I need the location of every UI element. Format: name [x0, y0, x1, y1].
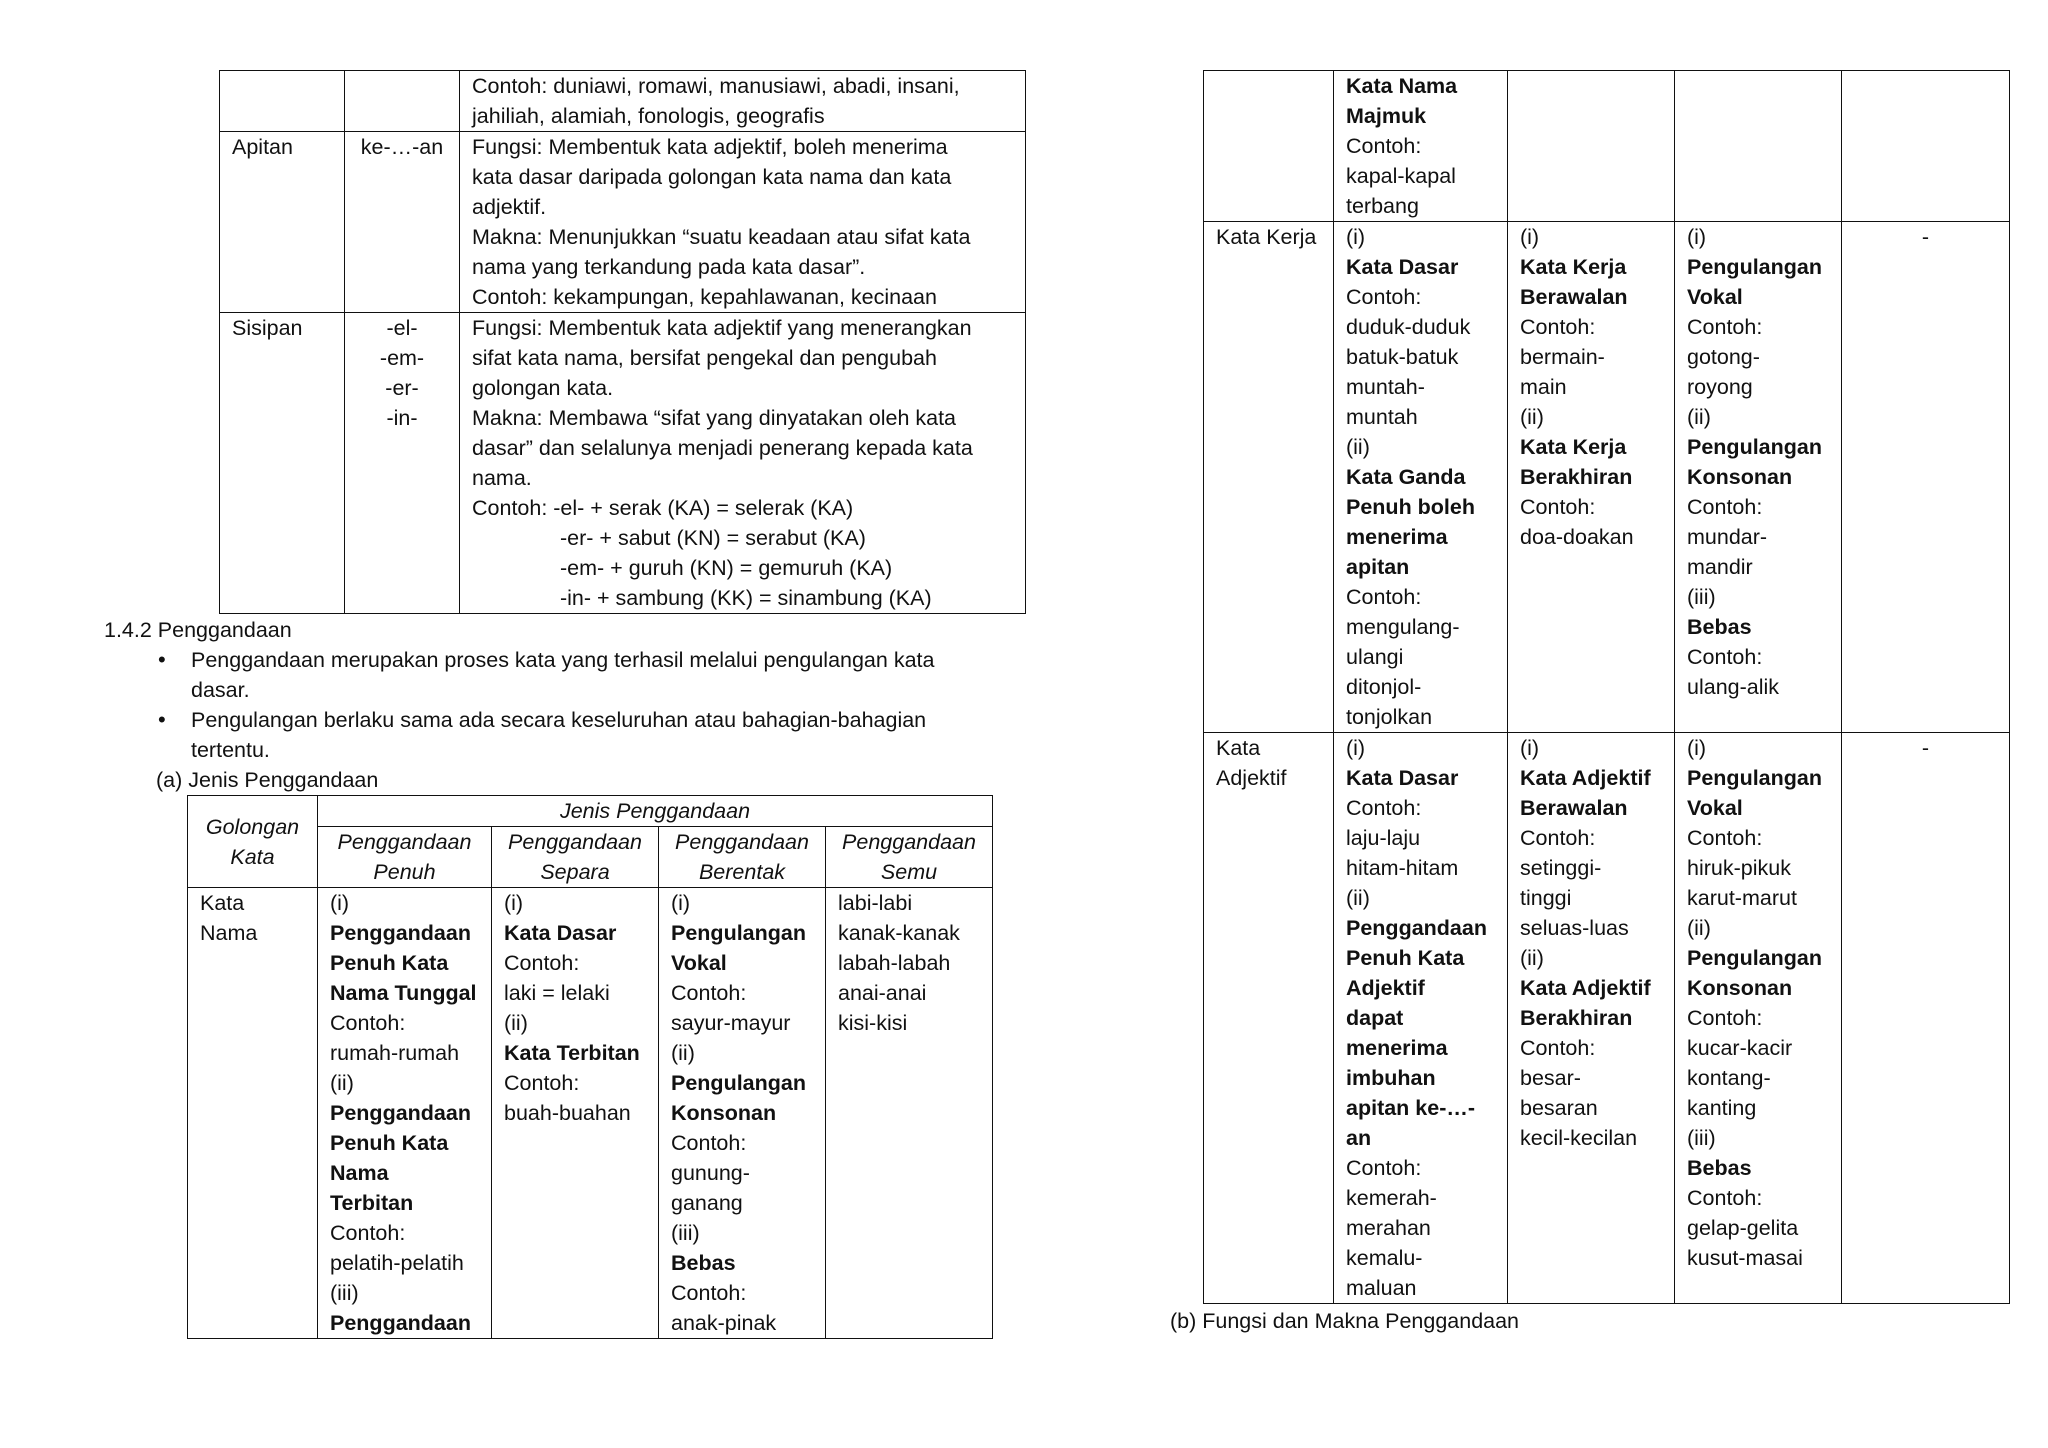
text-line: Kata Ganda [1346, 465, 1466, 489]
text-line: sifat kata nama, bersifat pengekal dan pengubah [472, 346, 937, 370]
text-line: batuk-batuk [1346, 345, 1459, 369]
text-line: Kata Nama [1346, 74, 1458, 98]
text-line: ditonjol- [1346, 675, 1422, 699]
text-line: anak-pinak [671, 1311, 777, 1335]
text-line: ulangi [1346, 645, 1404, 669]
text-line: kecil-kecilan [1520, 1126, 1638, 1150]
text-line: Contoh: -el- + serak (KA) = selerak (KA) [472, 496, 854, 520]
text-line: (i) [1346, 225, 1366, 249]
list-item [156, 705, 1036, 765]
berentak-cell [659, 888, 826, 1339]
header-line: Penggandaan [842, 830, 976, 854]
separa-cell [1508, 222, 1675, 733]
text-line: duduk-duduk [1346, 315, 1471, 339]
text-line: Penuh boleh [1346, 495, 1475, 519]
table-row-kata-kerja [1204, 222, 2010, 733]
text-line: Fungsi: Membentuk kata adjektif, boleh menerima [472, 135, 948, 159]
text-line: (ii) [1687, 405, 1711, 429]
text-line: merahan [1346, 1216, 1431, 1240]
text-line: Contoh: [671, 981, 747, 1005]
text-line: Contoh: [1520, 315, 1596, 339]
text-line: Makna: Menunjukkan “suatu keadaan atau sifat kata [472, 225, 971, 249]
text-line: (ii) [671, 1041, 695, 1065]
berentak-cell [1675, 733, 1842, 1304]
text-line: golongan kata. [472, 376, 614, 400]
text-line: Contoh: [671, 1131, 747, 1155]
golongan-kata-header [188, 796, 318, 888]
imbuhan-line: -el- [386, 316, 418, 340]
text-line: Kata Dasar [504, 921, 617, 945]
list-item [156, 645, 1036, 705]
text-line: Contoh: [1687, 495, 1763, 519]
bullet-list [156, 645, 1036, 765]
penuh-cell [318, 888, 492, 1339]
table-row-kata-adjektif [1204, 733, 2010, 1304]
text-line: Pengulangan [1687, 255, 1822, 279]
subheading-a: (a) Jenis Penggandaan [156, 768, 379, 792]
text-line: Fungsi: Membentuk kata adjektif yang menerangkan [472, 316, 972, 340]
text-line: kusut-masai [1687, 1246, 1803, 1270]
jenis-cell: Sisipan [220, 313, 345, 614]
table-row-kata-nama [188, 888, 993, 1339]
text-line: Bebas [1687, 615, 1752, 639]
text-line: Majmuk [1346, 104, 1427, 128]
text-line: nama. [472, 466, 532, 490]
text-line: (ii) [1346, 886, 1370, 910]
text-line: (i) [1687, 736, 1707, 760]
text-line: Contoh: [1346, 796, 1422, 820]
text-line: Contoh: kekampungan, kepahlawanan, kecinaan [472, 285, 937, 309]
text-line: setinggi- [1520, 856, 1602, 880]
imbuhan-cell [345, 313, 460, 614]
text-line: -em- + guruh (KN) = gemuruh (KA) [560, 556, 893, 580]
text-line: dasar. [191, 678, 250, 702]
text-line: besaran [1520, 1096, 1598, 1120]
text-line: muntah- [1346, 375, 1425, 399]
imbuhan-line: -er- [385, 376, 419, 400]
text-line: Contoh: [1520, 826, 1596, 850]
text-line: Pengulangan [1687, 435, 1822, 459]
jenis-penggandaan-table-right [1203, 70, 2010, 1304]
text-line: an [1346, 1126, 1372, 1150]
text-line: Contoh: [1687, 315, 1763, 339]
col-header-semu [826, 827, 993, 888]
text-line: Kata Kerja [1520, 255, 1627, 279]
text-line: Penuh Kata [1346, 946, 1465, 970]
text-line: Penggandaan [1346, 916, 1487, 940]
imbuhan-line: -in- [386, 406, 418, 430]
text-line: (iii) [671, 1221, 700, 1245]
berentak-cell [1675, 222, 1842, 733]
text-line: imbuhan [1346, 1066, 1436, 1090]
text-line: Terbitan [330, 1191, 414, 1215]
header-line: Kata [230, 844, 275, 869]
separa-cell [1508, 71, 1675, 222]
text-line: (i) [1520, 225, 1540, 249]
table-row [220, 313, 1026, 614]
text-line: Kata Adjektif [1520, 976, 1651, 1000]
text-line: kontang- [1687, 1066, 1771, 1090]
header-line: Penggandaan [508, 830, 642, 854]
jenis-penggandaan-header: Jenis Penggandaan [318, 796, 993, 827]
golongan-cell [1204, 71, 1334, 222]
text-line: laju-laju [1346, 826, 1421, 850]
jenis-cell: Apitan [220, 132, 345, 313]
text-line: bermain- [1520, 345, 1605, 369]
text-line: kucar-kacir [1687, 1036, 1793, 1060]
imbuhan-cell [345, 71, 460, 132]
text-line: kanting [1687, 1096, 1757, 1120]
table-row [220, 132, 1026, 313]
penuh-cell [1334, 71, 1508, 222]
text-line: rumah-rumah [330, 1041, 460, 1065]
text-line: kapal-kapal [1346, 164, 1456, 188]
text-line: (iii) [1687, 585, 1716, 609]
text-line: Contoh: [1346, 585, 1422, 609]
text-line: • Pengulangan berlaku sama ada secara keseluruhan atau bahagian-bahagian [191, 708, 927, 732]
golongan-cell [1204, 733, 1334, 1304]
text-line: nama yang terkandung pada kata dasar”. [472, 255, 866, 279]
text-line: anai-anai [838, 981, 927, 1005]
header-line: Penggandaan [675, 830, 809, 854]
text-line: Contoh: [1346, 1156, 1422, 1180]
text-line: Penuh Kata [330, 1131, 449, 1155]
text-line: labi-labi [838, 891, 913, 915]
text-line: Contoh: [330, 1221, 406, 1245]
text-line: Konsonan [671, 1101, 777, 1125]
text-line: sayur-mayur [671, 1011, 791, 1035]
text-line: -in- + sambung (KK) = sinambung (KA) [560, 586, 932, 610]
text-line: menerima [1346, 525, 1448, 549]
text-line: (ii) [1687, 916, 1711, 940]
text-line: karut-marut [1687, 886, 1797, 910]
text-line: besar- [1520, 1066, 1581, 1090]
penuh-cell [1334, 733, 1508, 1304]
text-line: (i) [1520, 736, 1540, 760]
penuh-cell [1334, 222, 1508, 733]
text-line: kemerah- [1346, 1186, 1437, 1210]
text-line: apitan ke-…- [1346, 1096, 1476, 1120]
text-line: Kata Dasar [1346, 766, 1459, 790]
text-line: Bebas [671, 1251, 736, 1275]
text-line: Penuh Kata [330, 951, 449, 975]
text-line: dapat [1346, 1006, 1404, 1030]
text-line: Contoh: [330, 1011, 406, 1035]
col-header-separa [492, 827, 659, 888]
text-line: ulang-alik [1687, 675, 1780, 699]
table-row [1204, 71, 2010, 222]
col-header-penuh [318, 827, 492, 888]
col-header-berentak [659, 827, 826, 888]
text-line: Contoh: [1687, 1006, 1763, 1030]
text-line: (iii) [330, 1281, 359, 1305]
text-line: tonjolkan [1346, 705, 1433, 729]
text-line: Contoh: [1687, 645, 1763, 669]
text-line: adjektif. [472, 195, 547, 219]
text-line: Contoh: [1346, 134, 1422, 158]
text-line: Berakhiran [1520, 465, 1633, 489]
text-line: Penggandaan [330, 1101, 471, 1125]
table-row [220, 71, 1026, 132]
header-line: Separa [540, 860, 610, 884]
text-line: (ii) [1346, 435, 1370, 459]
text-line: maluan [1346, 1276, 1417, 1300]
text-line: • Penggandaan merupakan proses kata yang terhasil melalui pengulangan kata [191, 648, 935, 672]
text-line: Penggandaan [330, 1311, 471, 1335]
imbuhan-cell: ke-…-an [345, 132, 460, 313]
jenis-cell [220, 71, 345, 132]
text-line: royong [1687, 375, 1753, 399]
text-line: Contoh: [504, 951, 580, 975]
text-line: laki = lelaki [504, 981, 610, 1005]
text-line: Nama Tunggal [330, 981, 477, 1005]
text-line: kisi-kisi [838, 1011, 908, 1035]
keterangan-cell [460, 132, 1026, 313]
text-line: gelap-gelita [1687, 1216, 1799, 1240]
jenis-penggandaan-table-left [187, 795, 993, 1339]
text-line: gunung- [671, 1161, 750, 1185]
text-line: jahiliah, alamiah, fonologis, geografis [472, 104, 825, 128]
text-line: tertentu. [191, 738, 270, 762]
text-line: Pengulangan [1687, 946, 1822, 970]
header-row [188, 796, 993, 827]
semu-cell [1842, 71, 2010, 222]
text-line: (i) [1346, 736, 1366, 760]
text-line: (ii) [504, 1011, 528, 1035]
header-line: Golongan [205, 814, 300, 839]
text-line: Bebas [1687, 1156, 1752, 1180]
text-line: doa-doakan [1520, 525, 1634, 549]
header-line: Penggandaan [337, 830, 472, 854]
text-line: kanak-kanak [838, 921, 960, 945]
text-line: (ii) [330, 1071, 354, 1095]
separa-cell [492, 888, 659, 1339]
text-line: Kata Terbitan [504, 1041, 640, 1065]
text-line: (ii) [1520, 946, 1544, 970]
keterangan-cell [460, 71, 1026, 132]
text-line: Konsonan [1687, 465, 1793, 489]
subheading-b: (b) Fungsi dan Makna Penggandaan [1170, 1309, 1520, 1333]
text-line: Contoh: [1687, 1186, 1763, 1210]
text-line: hitam-hitam [1346, 856, 1459, 880]
text-line: (i) [504, 891, 524, 915]
text-line: pelatih-pelatih [330, 1251, 464, 1275]
keterangan-cell [460, 313, 1026, 614]
text-line: Kata Dasar [1346, 255, 1459, 279]
text-line: (ii) [1520, 405, 1544, 429]
header-line: Berentak [698, 860, 786, 884]
text-line: Contoh: [1687, 826, 1763, 850]
text-line: ganang [671, 1191, 743, 1215]
text-line: Contoh: [1520, 495, 1596, 519]
text-line: Pengulangan [671, 1071, 806, 1095]
separa-cell [1508, 733, 1675, 1304]
text-line: muntah [1346, 405, 1418, 429]
text-line: mengulang- [1346, 615, 1460, 639]
imbuhan-line: -em- [379, 346, 425, 370]
text-line: Nama [330, 1161, 389, 1185]
text-line: Adjektif [1346, 976, 1425, 1000]
text-line: Adjektif [1216, 766, 1287, 790]
text-line: labah-labah [838, 951, 951, 975]
text-line: Contoh: [504, 1071, 580, 1095]
golongan-cell [188, 888, 318, 1339]
text-line: Kata Kerja [1520, 435, 1627, 459]
text-line: buah-buahan [504, 1101, 631, 1125]
header-line: Semu [880, 860, 938, 884]
text-line: Vokal [671, 951, 727, 975]
text-line: (i) [330, 891, 350, 915]
text-line: Kata [200, 891, 245, 915]
text-line: Kata Kerja [1216, 225, 1317, 249]
text-line: Nama [200, 921, 258, 945]
text-line: mandir [1687, 555, 1753, 579]
semu-cell: - [1842, 733, 2010, 1304]
text-line: (i) [1687, 225, 1707, 249]
text-line: dasar” dan selalunya menjadi penerang kepada kata [472, 436, 973, 460]
text-line: Pengulangan [671, 921, 806, 945]
header-line: Penuh [373, 860, 436, 884]
text-line: Konsonan [1687, 976, 1793, 1000]
text-line: terbang [1346, 194, 1419, 218]
text-line: main [1520, 375, 1567, 399]
imbuhan-table [219, 70, 1026, 614]
text-line: kata dasar daripada golongan kata nama dan kata [472, 165, 952, 189]
text-line: Contoh: [671, 1281, 747, 1305]
semu-cell: - [1842, 222, 2010, 733]
text-line: gotong- [1687, 345, 1760, 369]
text-line: Pengulangan [1687, 766, 1822, 790]
text-line: Kata Adjektif [1520, 766, 1651, 790]
section-heading: 1.4.2 Penggandaan [104, 618, 292, 642]
text-line: Vokal [1687, 285, 1743, 309]
text-line: Kata [1216, 736, 1261, 760]
semu-cell [826, 888, 993, 1339]
text-line: menerima [1346, 1036, 1448, 1060]
text-line: Vokal [1687, 796, 1743, 820]
text-line: mundar- [1687, 525, 1768, 549]
text-line: Contoh: [1520, 1036, 1596, 1060]
text-line: hiruk-pikuk [1687, 856, 1791, 880]
text-line: kemalu- [1346, 1246, 1423, 1270]
text-line: Contoh: duniawi, romawi, manusiawi, abadi, insani, [472, 74, 960, 98]
golongan-cell [1204, 222, 1334, 733]
text-line: Penggandaan [330, 921, 471, 945]
text-line: apitan [1346, 555, 1410, 579]
text-line: tinggi [1520, 886, 1572, 910]
text-line: Berawalan [1520, 285, 1628, 309]
text-line: Contoh: [1346, 285, 1422, 309]
text-line: (i) [671, 891, 691, 915]
text-line: seluas-luas [1520, 916, 1629, 940]
text-line: Berakhiran [1520, 1006, 1633, 1030]
text-line: -er- + sabut (KN) = serabut (KA) [560, 526, 866, 550]
berentak-cell [1675, 71, 1842, 222]
text-line: Makna: Membawa “sifat yang dinyatakan oleh kata [472, 406, 957, 430]
text-line: Berawalan [1520, 796, 1628, 820]
text-line: (iii) [1687, 1126, 1716, 1150]
